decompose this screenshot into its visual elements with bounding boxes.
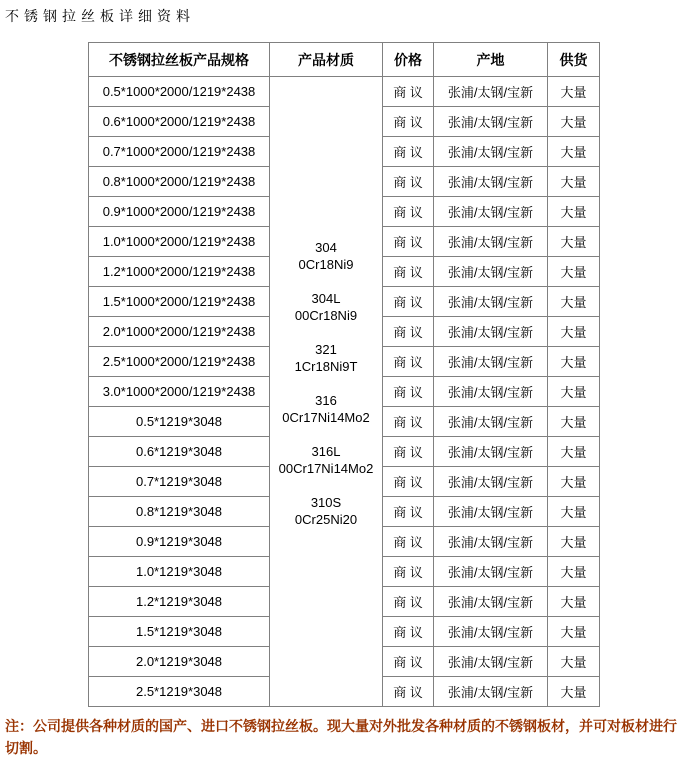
spec-cell: 0.7*1000*2000/1219*2438: [89, 137, 270, 167]
footer-note: 注：公司提供各种材质的国产、进口不锈钢拉丝板。现大量对外批发各种材质的不锈钢板材，并可对板材进行切割。: [5, 718, 677, 756]
supply-cell: 大量: [548, 437, 600, 467]
price-cell: 商 议: [383, 167, 434, 197]
spec-cell: 0.9*1219*3048: [89, 527, 270, 557]
origin-cell: 张浦/太钢/宝新: [434, 197, 548, 227]
supply-cell: 大量: [548, 287, 600, 317]
col-header-supply: 供货: [548, 43, 600, 77]
origin-cell: 张浦/太钢/宝新: [434, 647, 548, 677]
supply-cell: 大量: [548, 677, 600, 707]
material-code: 00Cr18Ni9: [294, 307, 358, 323]
col-header-spec: 不锈钢拉丝板产品规格: [89, 43, 270, 77]
spec-cell: 0.9*1000*2000/1219*2438: [89, 197, 270, 227]
origin-cell: 张浦/太钢/宝新: [434, 497, 548, 527]
supply-cell: 大量: [548, 77, 600, 107]
price-cell: 商 议: [383, 77, 434, 107]
origin-cell: 张浦/太钢/宝新: [434, 557, 548, 587]
price-cell: 商 议: [383, 407, 434, 437]
material-group: [272, 392, 380, 426]
origin-cell: 张浦/太钢/宝新: [434, 257, 548, 287]
origin-cell: 张浦/太钢/宝新: [434, 677, 548, 707]
supply-cell: 大量: [548, 587, 600, 617]
price-cell: 商 议: [383, 647, 434, 677]
material-group: [272, 494, 380, 528]
price-cell: 商 议: [383, 137, 434, 167]
spec-cell: 0.5*1000*2000/1219*2438: [89, 77, 270, 107]
spec-cell: 2.0*1219*3048: [89, 647, 270, 677]
origin-cell: 张浦/太钢/宝新: [434, 167, 548, 197]
spec-cell: 2.5*1000*2000/1219*2438: [89, 347, 270, 377]
product-spec-table: [88, 42, 600, 707]
price-cell: 商 议: [383, 377, 434, 407]
material-grade: 304L: [311, 290, 341, 306]
supply-cell: 大量: [548, 107, 600, 137]
spec-cell: 0.8*1000*2000/1219*2438: [89, 167, 270, 197]
origin-cell: 张浦/太钢/宝新: [434, 107, 548, 137]
spec-cell: 0.5*1219*3048: [89, 407, 270, 437]
spec-cell: 1.0*1219*3048: [89, 557, 270, 587]
table-row: [89, 77, 600, 107]
spec-cell: 0.6*1000*2000/1219*2438: [89, 107, 270, 137]
material-grade: 316L: [311, 443, 341, 459]
origin-cell: 张浦/太钢/宝新: [434, 287, 548, 317]
material-group: [272, 443, 380, 477]
price-cell: 商 议: [383, 317, 434, 347]
material-code: 1Cr18Ni9T: [294, 358, 358, 374]
material-code: 00Cr17Ni14Mo2: [278, 460, 374, 476]
supply-cell: 大量: [548, 347, 600, 377]
price-cell: 商 议: [383, 557, 434, 587]
supply-cell: 大量: [548, 407, 600, 437]
table-body: [89, 77, 600, 707]
supply-cell: 大量: [548, 227, 600, 257]
spec-cell: 1.2*1219*3048: [89, 587, 270, 617]
price-cell: 商 议: [383, 617, 434, 647]
origin-cell: 张浦/太钢/宝新: [434, 467, 548, 497]
material-grade: 310S: [310, 494, 342, 510]
origin-cell: 张浦/太钢/宝新: [434, 407, 548, 437]
price-cell: 商 议: [383, 287, 434, 317]
origin-cell: 张浦/太钢/宝新: [434, 617, 548, 647]
material-group: [272, 341, 380, 375]
price-cell: 商 议: [383, 227, 434, 257]
material-cell: [270, 77, 383, 707]
spec-cell: 3.0*1000*2000/1219*2438: [89, 377, 270, 407]
price-cell: 商 议: [383, 107, 434, 137]
material-code: 0Cr18Ni9: [298, 256, 354, 272]
origin-cell: 张浦/太钢/宝新: [434, 317, 548, 347]
supply-cell: 大量: [548, 377, 600, 407]
supply-cell: 大量: [548, 647, 600, 677]
price-cell: 商 议: [383, 437, 434, 467]
spec-cell: 2.0*1000*2000/1219*2438: [89, 317, 270, 347]
origin-cell: 张浦/太钢/宝新: [434, 437, 548, 467]
origin-cell: 张浦/太钢/宝新: [434, 377, 548, 407]
material-code: 0Cr25Ni20: [294, 511, 358, 527]
origin-cell: 张浦/太钢/宝新: [434, 587, 548, 617]
supply-cell: 大量: [548, 527, 600, 557]
price-cell: 商 议: [383, 257, 434, 287]
price-cell: 商 议: [383, 197, 434, 227]
spec-cell: 2.5*1219*3048: [89, 677, 270, 707]
page-title: 不锈钢拉丝板详细资料: [5, 8, 195, 24]
spec-cell: 0.7*1219*3048: [89, 467, 270, 497]
origin-cell: 张浦/太钢/宝新: [434, 137, 548, 167]
price-cell: 商 议: [383, 677, 434, 707]
material-grade: 304: [315, 239, 337, 255]
supply-cell: 大量: [548, 137, 600, 167]
spec-cell: 0.8*1219*3048: [89, 497, 270, 527]
spec-cell: 1.0*1000*2000/1219*2438: [89, 227, 270, 257]
supply-cell: 大量: [548, 467, 600, 497]
material-grade: 316: [315, 392, 337, 408]
price-cell: 商 议: [383, 587, 434, 617]
col-header-price: 价格: [383, 43, 434, 77]
supply-cell: 大量: [548, 167, 600, 197]
supply-cell: 大量: [548, 197, 600, 227]
price-cell: 商 议: [383, 347, 434, 377]
supply-cell: 大量: [548, 617, 600, 647]
origin-cell: 张浦/太钢/宝新: [434, 77, 548, 107]
col-header-material: 产品材质: [270, 43, 383, 77]
supply-cell: 大量: [548, 497, 600, 527]
spec-cell: 1.2*1000*2000/1219*2438: [89, 257, 270, 287]
origin-cell: 张浦/太钢/宝新: [434, 227, 548, 257]
supply-cell: 大量: [548, 317, 600, 347]
material-code: 0Cr17Ni14Mo2: [282, 409, 370, 425]
spec-cell: 1.5*1000*2000/1219*2438: [89, 287, 270, 317]
material-grade: 321: [315, 341, 337, 357]
material-group: [272, 239, 380, 273]
col-header-origin: 产地: [434, 43, 548, 77]
supply-cell: 大量: [548, 257, 600, 287]
origin-cell: 张浦/太钢/宝新: [434, 527, 548, 557]
price-cell: 商 议: [383, 527, 434, 557]
spec-cell: 1.5*1219*3048: [89, 617, 270, 647]
price-cell: 商 议: [383, 467, 434, 497]
origin-cell: 张浦/太钢/宝新: [434, 347, 548, 377]
header-row: [89, 43, 600, 77]
supply-cell: 大量: [548, 557, 600, 587]
spec-cell: 0.6*1219*3048: [89, 437, 270, 467]
material-group: [272, 290, 380, 324]
price-cell: 商 议: [383, 497, 434, 527]
